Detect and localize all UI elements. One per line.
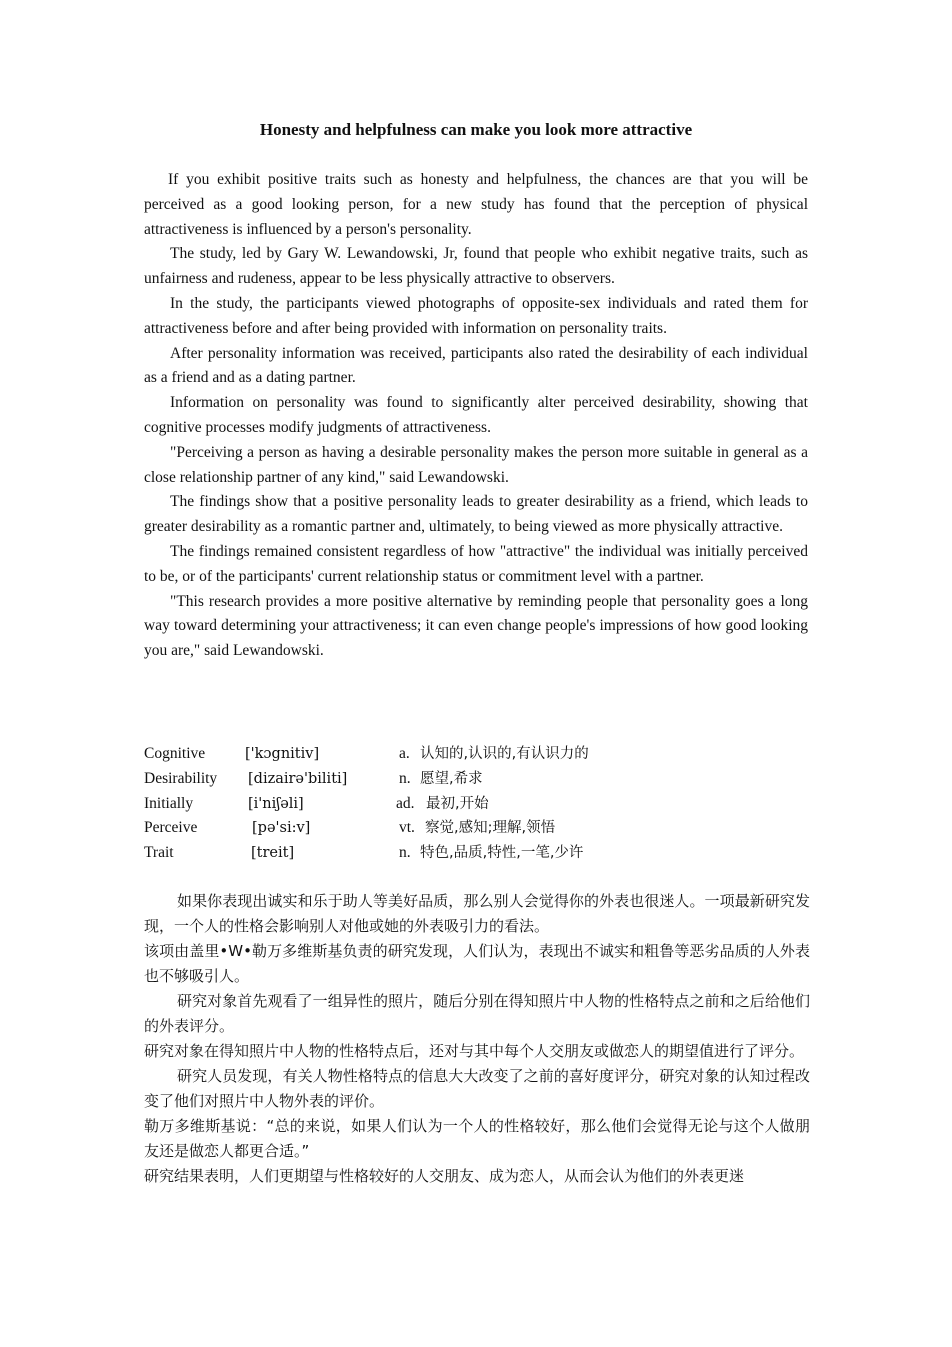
english-paragraph: Information on personality was found to significantly alter perceived desirability, showing that cognitive processes modify judgments of attractiveness. — [144, 394, 808, 436]
english-paragraph: The findings show that a positive personality leads to greater desirability as a friend, which leads to greater desirability as a romantic partner and, ultimately, to being viewed as more physically attractive. — [144, 493, 808, 536]
vocab-word: Cognitive — [144, 745, 206, 762]
vocab-phonetic: [i'niʃəli] — [248, 795, 304, 812]
english-paragraph: If you exhibit positive traits such as honesty and helpfulness, the chances are that you will be perceived as a good looking person, for a new study has found that the perception of physical attractiveness is influenced by a person's personality. — [144, 171, 808, 238]
chinese-paragraph: 该项由盖里•W•勒万多维斯基负责的研究发现，人们认为，表现出不诚实和粗鲁等恶劣品质的人外表也不够吸引人。 — [144, 942, 810, 985]
english-paragraph: The study, led by Gary W. Lewandowski, Jr, found that people who exhibit negative traits, such as unfairness and rudeness, appear to be less physically attractive to observers. — [144, 245, 808, 288]
vocabulary-row — [144, 792, 808, 817]
vocab-definition: 愿望,希求 — [420, 770, 483, 787]
vocab-phonetic: ['kɔgnitiv] — [245, 746, 320, 762]
vocab-part-of-speech: n. — [399, 769, 411, 787]
vocab-part-of-speech: ad. — [396, 794, 415, 812]
english-paragraph: After personality information was received, participants also rated the desirability of each individual as a friend and as a dating partner. — [144, 344, 808, 387]
vocab-part-of-speech: vt. — [399, 819, 415, 837]
chinese-paragraph: 研究对象在得知照片中人物的性格特点后，还对与其中每个人交朋友或做恋人的期望值进行了评分。 — [144, 1042, 805, 1060]
vocab-word: Desirability — [144, 769, 218, 787]
english-paragraph: The findings remained consistent regardless of how "attractive" the individual was initially perceived to be, or of the participants' current relationship status or commitment level with a partner. — [144, 542, 808, 585]
vocab-definition: 察觉,感知;理解,领悟 — [425, 820, 556, 837]
vocabulary-list — [144, 742, 808, 866]
vocab-part-of-speech: n. — [399, 844, 411, 862]
vocab-phonetic: [treit] — [251, 845, 295, 862]
chinese-paragraph: 研究结果表明，人们更期望与性格较好的人交朋友、成为恋人，从而会认为他们的外表更迷 — [144, 1167, 745, 1185]
article-title: Honesty and helpfulness can make you look more attractive — [259, 120, 693, 139]
english-paragraph: "This research provides a more positive alternative by reminding people that personality goes a long way toward determining your attractiveness; it can even change people's impressions of how good looking you are," said Lewandowski. — [144, 592, 808, 660]
english-paragraph: "Perceiving a person as having a desirable personality makes the person more suitable in general as a close relationship partner of any kind," said Lewandowski. — [144, 443, 808, 486]
vocab-part-of-speech: a. — [399, 745, 410, 762]
chinese-translation — [144, 889, 810, 1189]
vocabulary-row — [144, 767, 808, 792]
vocab-definition: 最初,开始 — [426, 795, 489, 812]
vocabulary-row — [144, 742, 808, 767]
vocabulary-row — [144, 816, 808, 841]
vocab-definition: 认知的,认识的,有认识力的 — [420, 746, 589, 762]
vocab-word: Initially — [144, 794, 194, 812]
vocab-phonetic: [pə'si:v] — [252, 820, 311, 837]
chinese-paragraph: 勒万多维斯基说：“总的来说，如果人们认为一个人的性格较好，那么他们会觉得无论与这个人做朋友还是做恋人都更合适。” — [144, 1117, 810, 1160]
english-paragraph: In the study, the participants viewed photographs of opposite-sex individuals and rated them for attractiveness before and after being provided with information on personality traits. — [144, 294, 808, 337]
vocabulary-row — [144, 841, 808, 866]
chinese-paragraph: 研究对象首先观看了一组异性的照片，随后分别在得知照片中人物的性格特点之前和之后给他们的外表评分。 — [144, 992, 810, 1035]
chinese-paragraph: 如果你表现出诚实和乐于助人等美好品质，那么别人会觉得你的外表也很迷人。一项最新研究发现，一个人的性格会影响别人对他或她的外表吸引力的看法。 — [144, 892, 810, 935]
english-article — [144, 168, 808, 664]
vocab-word: Perceive — [144, 819, 198, 837]
vocab-phonetic: [dizairə'biliti] — [248, 770, 348, 787]
chinese-paragraph: 研究人员发现，有关人物性格特点的信息大大改变了之前的喜好度评分，研究对象的认知过程改变了他们对照片中人物外表的评价。 — [144, 1067, 810, 1110]
vocab-definition: 特色,品质,特性,一笔,少许 — [420, 845, 584, 862]
vocab-word: Trait — [144, 844, 174, 862]
